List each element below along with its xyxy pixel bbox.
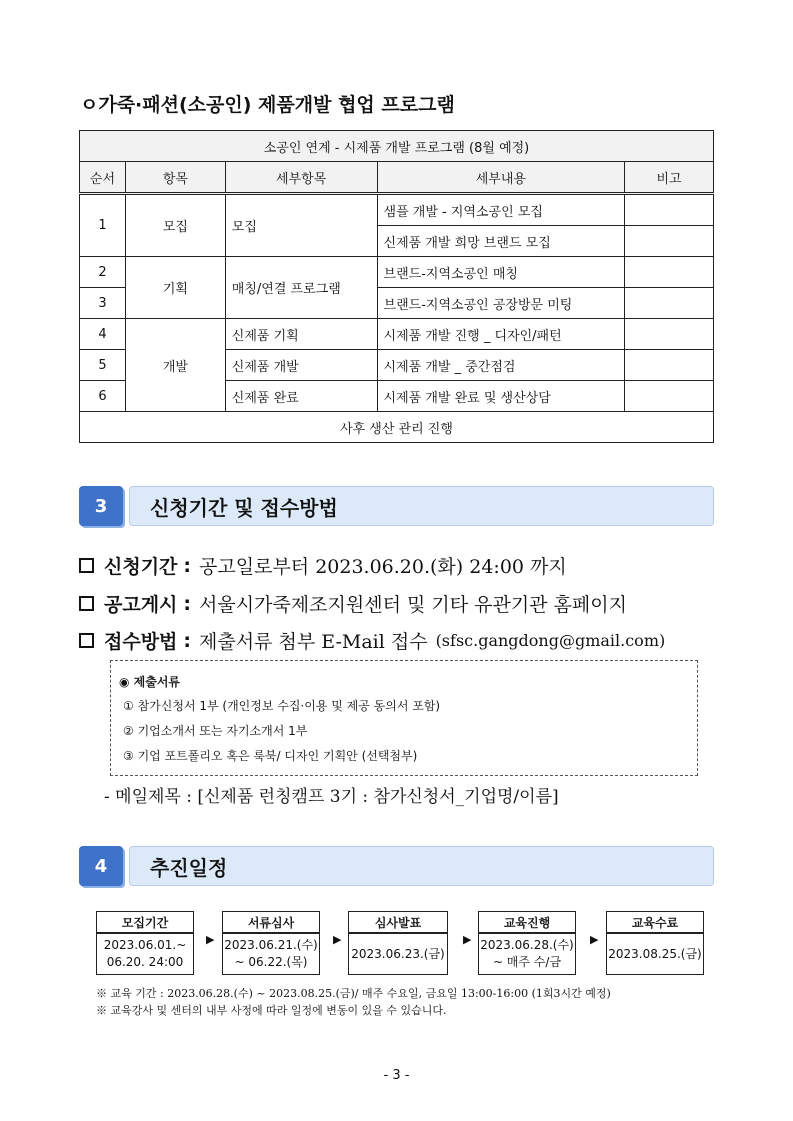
item-label: 신청기간 bbox=[104, 556, 178, 578]
cell-note bbox=[625, 194, 714, 226]
documents-box bbox=[110, 660, 698, 776]
table-row bbox=[80, 257, 714, 288]
cell-sub: 매칭/연결 프로그램 bbox=[225, 257, 377, 319]
page-number: - 3 - bbox=[383, 1068, 410, 1083]
note-line: ※ 교육 기간 : 2023.06.28.(수) ~ 2023.08.25.(금)/ 매주 수요일, 금요일 13:00-16:00 (1회3시간 예정) bbox=[96, 987, 611, 1000]
cell-note bbox=[625, 257, 714, 288]
step-line: 2023.06.28.(수) bbox=[480, 938, 574, 952]
schedule-step bbox=[96, 911, 194, 975]
cell-detail: 브랜드-지역소공인 매칭 bbox=[377, 257, 625, 288]
cell-sub: 신제품 기획 bbox=[225, 319, 377, 350]
checkbox-icon bbox=[79, 596, 94, 611]
header-cell: 순서 bbox=[80, 162, 126, 194]
program-heading: ㅇ가죽·패션(소공인) 제품개발 협업 프로그램 bbox=[80, 94, 455, 116]
cell-detail: 샘플 개발 - 지역소공인 모집 bbox=[377, 194, 625, 226]
cell-sub: 신제품 개발 bbox=[225, 350, 377, 381]
cell-detail: 브랜드-지역소공인 공장방문 미팅 bbox=[377, 288, 625, 319]
cell-note bbox=[625, 288, 714, 319]
step-line: 2023.08.25.(금) bbox=[608, 946, 702, 961]
item-label: 공고게시 bbox=[104, 594, 178, 616]
cell-item: 개발 bbox=[125, 319, 225, 412]
step-line: ~ 매주 수/금 bbox=[492, 955, 562, 969]
schedule-step bbox=[348, 911, 448, 975]
step-body bbox=[606, 934, 704, 975]
step-title: 심사발표 bbox=[348, 911, 448, 934]
step-title: 모집기간 bbox=[96, 911, 194, 934]
arrow-right-icon: ▶ bbox=[206, 933, 215, 946]
section-number: 4 bbox=[79, 846, 123, 886]
item-value: 공고일로부터 2023.06.20.(화) 24:00 까지 bbox=[199, 556, 567, 578]
arrow-right-icon: ▶ bbox=[333, 933, 342, 946]
cell-item: 모집 bbox=[125, 194, 225, 257]
header-cell: 세부내용 bbox=[377, 162, 625, 194]
header-cell: 비고 bbox=[625, 162, 714, 194]
cell-no: 6 bbox=[80, 381, 126, 412]
table-row bbox=[80, 194, 714, 226]
schedule-step bbox=[606, 911, 704, 975]
arrow-right-icon: ▶ bbox=[590, 933, 599, 946]
schedule-step bbox=[478, 911, 576, 975]
checkbox-icon bbox=[79, 633, 94, 648]
section-4-header bbox=[79, 846, 714, 886]
step-line: ~ 06.22.(목) bbox=[234, 955, 308, 969]
step-title: 서류심사 bbox=[222, 911, 320, 934]
email-address: (sfsc.gangdong@gmail.com) bbox=[435, 631, 666, 650]
header-cell: 세부항목 bbox=[225, 162, 377, 194]
item-colon: : bbox=[183, 554, 192, 577]
cell-detail: 신제품 개발 희망 브랜드 모집 bbox=[377, 226, 625, 257]
table-caption: 소공인 연계 - 시제품 개발 프로그램 (8월 예정) bbox=[80, 131, 714, 162]
cell-note bbox=[625, 350, 714, 381]
step-line: 2023.06.01.~ bbox=[103, 938, 187, 952]
document-item: ① 참가신청서 1부 (개인정보 수집·이용 및 제공 동의서 포함) bbox=[123, 699, 441, 713]
schedule-step bbox=[222, 911, 320, 975]
table-footer: 사후 생산 관리 진행 bbox=[80, 412, 714, 443]
documents-title: ◉ 제출서류 bbox=[119, 675, 181, 689]
cell-sub: 신제품 완료 bbox=[225, 381, 377, 412]
checkbox-icon bbox=[79, 558, 94, 573]
item-label: 접수방법 bbox=[104, 631, 178, 653]
cell-note bbox=[625, 319, 714, 350]
cell-detail: 시제품 개발 _ 중간점검 bbox=[377, 350, 625, 381]
table-row bbox=[80, 319, 714, 350]
step-body bbox=[348, 934, 448, 975]
arrow-right-icon: ▶ bbox=[463, 933, 472, 946]
section-3-header bbox=[79, 486, 714, 526]
item-value: 제출서류 첨부 E-Mail 접수 bbox=[199, 631, 428, 653]
cell-no: 3 bbox=[80, 288, 126, 319]
step-body bbox=[222, 934, 320, 975]
submission-method-item bbox=[79, 627, 665, 654]
step-body bbox=[478, 934, 576, 975]
header-cell: 항목 bbox=[125, 162, 225, 194]
item-colon: : bbox=[183, 592, 192, 615]
document-item: ② 기업소개서 또는 자기소개서 1부 bbox=[123, 724, 308, 738]
cell-no: 4 bbox=[80, 319, 126, 350]
section-title: 추진일정 bbox=[129, 846, 714, 886]
step-title: 교육진행 bbox=[478, 911, 576, 934]
note-line: ※ 교육강사 및 센터의 내부 사정에 따라 일정에 변동이 있을 수 있습니다. bbox=[96, 1004, 447, 1017]
step-line: 2023.06.23.(금) bbox=[351, 946, 445, 961]
cell-no: 2 bbox=[80, 257, 126, 288]
cell-item: 기획 bbox=[125, 257, 225, 319]
item-value: 서울시가죽제조지원센터 및 기타 유관기관 홈페이지 bbox=[199, 594, 627, 616]
step-line: 2023.06.21.(수) bbox=[224, 938, 318, 952]
section-title: 신청기간 및 접수방법 bbox=[129, 486, 714, 526]
item-colon: : bbox=[183, 629, 192, 652]
step-title: 교육수료 bbox=[606, 911, 704, 934]
cell-detail: 시제품 개발 완료 및 생산상담 bbox=[377, 381, 625, 412]
cell-no: 5 bbox=[80, 350, 126, 381]
cell-detail: 시제품 개발 진행 _ 디자인/패턴 bbox=[377, 319, 625, 350]
document-item: ③ 기업 포트폴리오 혹은 룩북/ 디자인 기획안 (선택첨부) bbox=[123, 749, 418, 763]
apply-period-item bbox=[79, 552, 567, 579]
cell-note bbox=[625, 226, 714, 257]
mail-subject: - 메일제목 : [신제품 런칭캠프 3기 : 참가신청서_기업명/이름] bbox=[104, 787, 559, 807]
notice-post-item bbox=[79, 590, 627, 617]
cell-no: 1 bbox=[80, 194, 126, 257]
step-body bbox=[96, 934, 194, 975]
step-line: 06.20. 24:00 bbox=[106, 955, 184, 969]
section-number: 3 bbox=[79, 486, 123, 526]
program-table bbox=[79, 130, 714, 443]
cell-note bbox=[625, 381, 714, 412]
cell-sub: 모집 bbox=[225, 194, 377, 257]
